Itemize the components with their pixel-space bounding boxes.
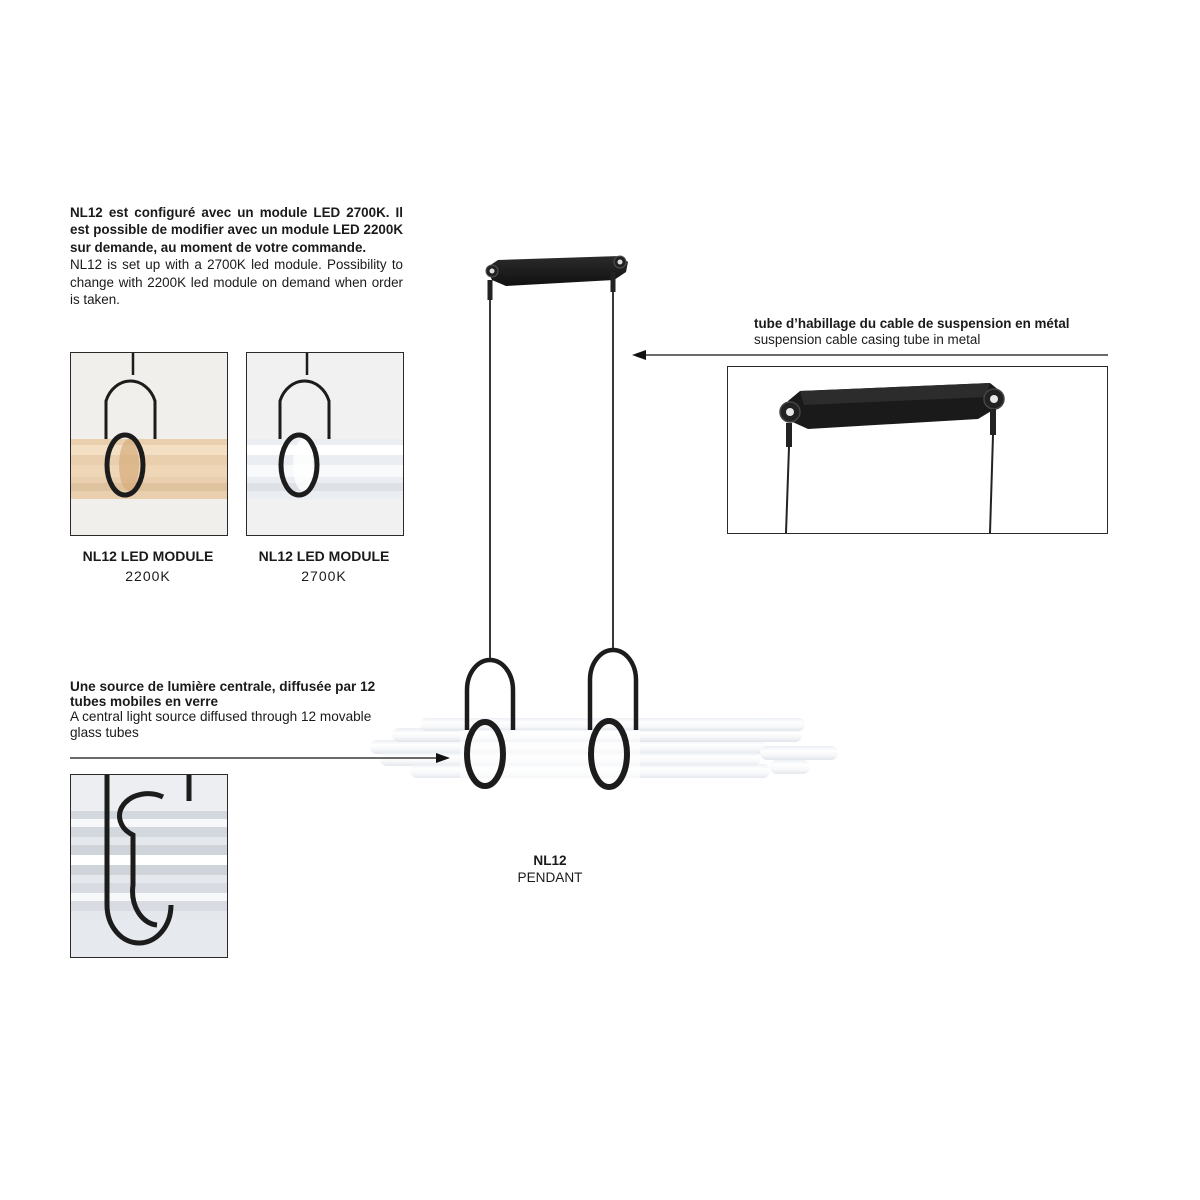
canopy — [486, 256, 628, 286]
intro-text — [70, 204, 403, 308]
source-callout — [70, 680, 400, 741]
product-label — [500, 852, 600, 886]
module-temp: 2200K — [125, 568, 171, 584]
casing-detail-image — [727, 366, 1108, 534]
module-caption-2200k — [68, 546, 228, 586]
casing-callout-english: suspension cable casing tube in metal — [754, 332, 981, 347]
tube-detail-image — [70, 774, 228, 958]
intro-english: NL12 is set up with a 2700K led module. Possibility to change with 2200K led module on demand when order is taken. — [70, 257, 403, 308]
module-thumb-2200k — [70, 352, 228, 536]
source-callout-english: A central light source diffused through 12 movable glass tubes — [70, 709, 372, 740]
module-caption-2700k — [244, 546, 404, 586]
product-code: NL12 — [533, 853, 567, 868]
casing-callout — [754, 316, 1154, 348]
module-thumb-2700k — [246, 352, 404, 536]
source-callout-french: Une source de lumière centrale, diffusée par 12 tubes mobiles en verre — [70, 679, 376, 709]
casing-callout-french: tube d’habillage du cable de suspension en métal — [754, 316, 1070, 331]
intro-french: NL12 est configuré avec un module LED 2700K. Il est possible de modifier avec un module LED 2200K sur demande, au moment de votre commande. — [70, 205, 403, 255]
product-type: PENDANT — [517, 870, 583, 885]
module-name: NL12 LED MODULE — [258, 548, 390, 564]
glass-tubes — [370, 718, 838, 780]
casing-arrow — [632, 350, 1108, 360]
module-name: NL12 LED MODULE — [82, 548, 214, 564]
module-temp: 2700K — [301, 568, 347, 584]
